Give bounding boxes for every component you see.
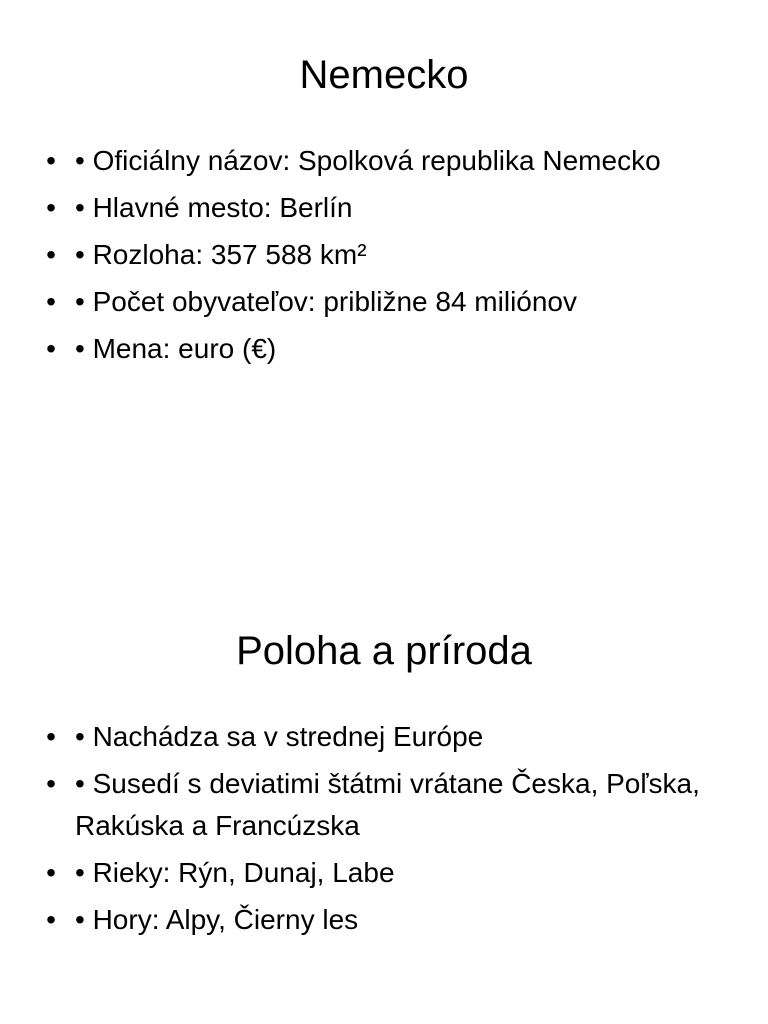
list-item	[0, 281, 768, 323]
bullet-dot-icon: •	[46, 904, 56, 935]
bullet-list	[0, 140, 768, 375]
list-item-text: • Nachádza sa v strednej Európe	[75, 721, 484, 752]
list-item	[0, 187, 768, 229]
slide-title: Nemecko	[299, 53, 469, 97]
list-item	[0, 899, 768, 941]
list-item-text: • Hory: Alpy, Čierny les	[75, 904, 359, 935]
bullet-list	[0, 716, 768, 946]
list-item	[0, 716, 768, 758]
slide-title: Poloha a príroda	[236, 629, 532, 673]
bullet-dot-icon: •	[46, 333, 56, 364]
list-item-text: • Rieky: Rýn, Dunaj, Labe	[75, 857, 395, 888]
bullet-dot-icon: •	[46, 239, 56, 270]
list-item	[0, 140, 768, 182]
list-item-text: • Susedí s deviatimi štátmi vrátane Česka, Poľska, Rakúska a Francúzska	[75, 768, 700, 841]
bullet-dot-icon: •	[46, 192, 56, 223]
bullet-dot-icon: •	[46, 768, 56, 799]
list-item-text: • Hlavné mesto: Berlín	[75, 192, 353, 223]
list-item-text: • Počet obyvateľov: približne 84 miliónov	[75, 286, 578, 317]
list-item-text: • Oficiálny názov: Spolková republika Nemecko	[75, 145, 661, 176]
list-item-text: • Rozloha: 357 588 km²	[75, 239, 367, 270]
list-item	[0, 234, 768, 276]
list-item	[0, 328, 768, 370]
bullet-dot-icon: •	[46, 145, 56, 176]
bullet-dot-icon: •	[46, 857, 56, 888]
bullet-dot-icon: •	[46, 286, 56, 317]
slide-location-nature	[0, 578, 768, 1024]
list-item-text: • Mena: euro (€)	[75, 333, 277, 364]
bullet-dot-icon: •	[46, 721, 56, 752]
list-item	[0, 852, 768, 894]
list-item	[0, 763, 768, 847]
